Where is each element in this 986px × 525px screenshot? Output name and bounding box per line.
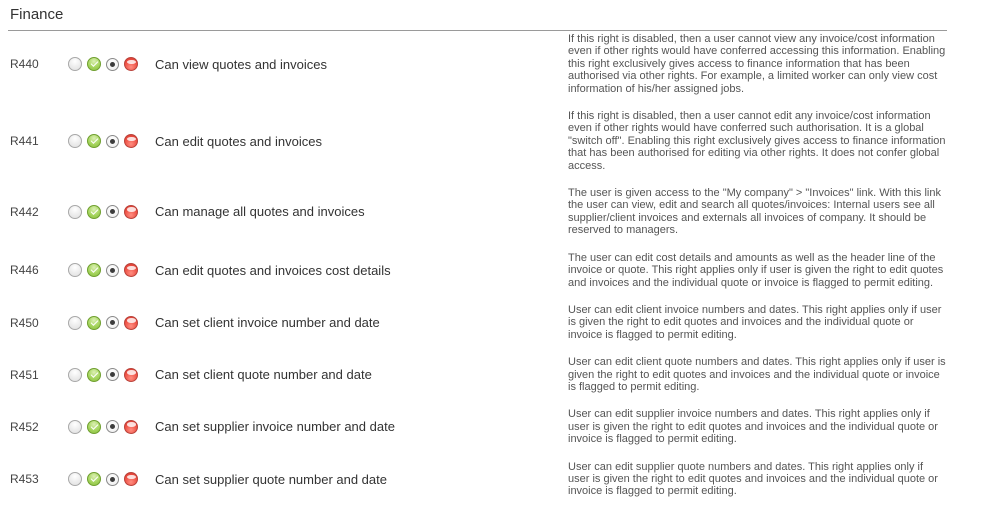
permission-options: [68, 57, 139, 71]
allow-option-icon[interactable]: [87, 134, 101, 148]
unset-option-icon[interactable]: [68, 57, 82, 71]
permission-options: [68, 205, 139, 219]
allow-option-icon[interactable]: [87, 420, 101, 434]
right-label: Can edit quotes and invoices: [155, 133, 322, 149]
allow-option-icon[interactable]: [87, 263, 101, 277]
permission-options: [68, 368, 139, 382]
permission-options: [68, 263, 139, 277]
allow-option-icon[interactable]: [87, 368, 101, 382]
deny-option-icon[interactable]: [124, 472, 138, 486]
right-description: User can edit client quote numbers and dates. This right applies only if user is given the right to edit quotes and invoices and the individual quote or invoice is flagged to permit editing.: [568, 356, 946, 393]
permission-options: [68, 316, 139, 330]
right-label: Can edit quotes and invoices cost details: [155, 262, 391, 278]
right-code: R446: [10, 263, 39, 278]
unset-option-icon[interactable]: [68, 472, 82, 486]
right-row-r450: [10, 304, 946, 341]
right-label: Can set client invoice number and date: [155, 315, 380, 331]
deny-option-icon[interactable]: [124, 368, 138, 382]
deny-option-icon[interactable]: [124, 420, 138, 434]
right-description: The user is given access to the "My company" > "Invoices" link. With this link the user can view, edit and search all quotes/invoices: Internal users see all supplier/client invoices and externals all invoices of company. It should be reserved to managers.: [568, 187, 941, 237]
right-label: Can view quotes and invoices: [155, 56, 327, 72]
deny-option-icon[interactable]: [124, 57, 138, 71]
right-description: The user can edit cost details and amounts as well as the header line of the invoice or quote. This right applies only if user is given the right to edit quotes and invoices and the individual quote or invoice is flagged to permit editing.: [568, 251, 944, 289]
right-label: Can set supplier invoice number and date: [155, 419, 395, 435]
right-row-r451: [10, 356, 946, 393]
right-description: User can edit supplier quote numbers and dates. This right applies only if user is given the right to edit quotes and invoices and the individual quote or invoice is flagged to permit editing.: [568, 460, 938, 498]
right-code: R452: [10, 419, 39, 434]
right-row-r446: [10, 252, 946, 289]
section-header: [8, 0, 947, 31]
unset-option-icon[interactable]: [68, 263, 82, 277]
permission-options: [68, 472, 139, 486]
allow-option-icon[interactable]: [87, 472, 101, 486]
right-code: R451: [10, 367, 39, 382]
permission-options: [68, 134, 139, 148]
selected-radio-icon[interactable]: [106, 368, 119, 381]
selected-radio-icon[interactable]: [106, 135, 119, 148]
unset-option-icon[interactable]: [68, 205, 82, 219]
right-code: R442: [10, 204, 39, 219]
selected-radio-icon[interactable]: [106, 316, 119, 329]
right-code: R453: [10, 472, 39, 487]
right-label: Can manage all quotes and invoices: [155, 204, 365, 220]
deny-option-icon[interactable]: [124, 205, 138, 219]
right-description: If this right is disabled, then a user cannot edit any invoice/cost information even if other rights would have conferred such authorisation. It is a global "switch off". Enabling this right exclusively gives access to finance information that has been authorised for editing via other rights. It does not confer global access.: [568, 110, 946, 172]
unset-option-icon[interactable]: [68, 420, 82, 434]
selected-radio-icon[interactable]: [106, 58, 119, 71]
deny-option-icon[interactable]: [124, 134, 138, 148]
right-description: If this right is disabled, then a user cannot view any invoice/cost information even if other rights would have conferred accessing this information. Enabling this right exclusively gives access to finance information that has been authorised via other rights. For example, a limited worker can only view cost information of his/her assigned jobs.: [568, 33, 946, 95]
selected-radio-icon[interactable]: [106, 205, 119, 218]
allow-option-icon[interactable]: [87, 316, 101, 330]
unset-option-icon[interactable]: [68, 316, 82, 330]
selected-radio-icon[interactable]: [106, 420, 119, 433]
permission-options: [68, 420, 139, 434]
section-title: Finance: [10, 6, 64, 23]
right-row-r452: [10, 408, 946, 445]
rights-list: [0, 31, 986, 498]
unset-option-icon[interactable]: [68, 134, 82, 148]
right-code: R450: [10, 315, 39, 330]
selected-radio-icon[interactable]: [106, 264, 119, 277]
deny-option-icon[interactable]: [124, 316, 138, 330]
right-code: R441: [10, 134, 39, 149]
right-row-r442: [10, 187, 946, 237]
deny-option-icon[interactable]: [124, 263, 138, 277]
allow-option-icon[interactable]: [87, 205, 101, 219]
right-label: Can set supplier quote number and date: [155, 471, 387, 487]
right-label: Can set client quote number and date: [155, 367, 372, 383]
right-description: User can edit client invoice numbers and dates. This right applies only if user is given the right to edit quotes and invoices and the individual quote or invoice is flagged to permit editing.: [568, 303, 942, 341]
right-description: User can edit supplier invoice numbers and dates. This right applies only if user is given the right to edit quotes and invoices and the individual quote or invoice is flagged to permit editing.: [568, 408, 938, 446]
right-row-r441: [10, 110, 946, 172]
unset-option-icon[interactable]: [68, 368, 82, 382]
right-code: R440: [10, 57, 39, 72]
allow-option-icon[interactable]: [87, 57, 101, 71]
right-row-r453: [10, 461, 946, 498]
selected-radio-icon[interactable]: [106, 473, 119, 486]
right-row-r440: [10, 33, 946, 95]
